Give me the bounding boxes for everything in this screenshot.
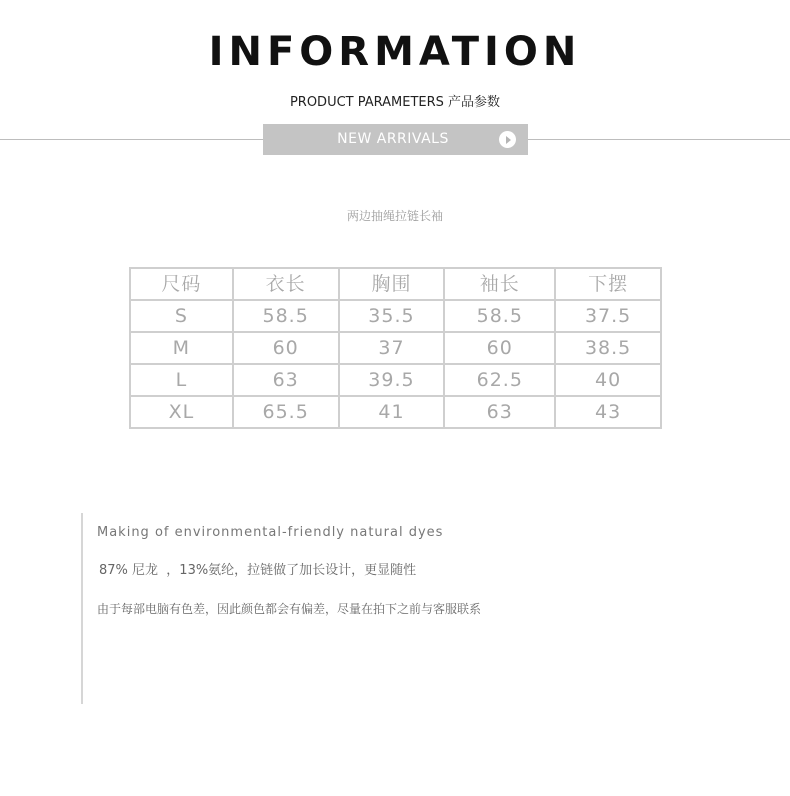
notes-accent-bar	[81, 513, 83, 704]
page-title: INFORMATION	[208, 29, 582, 75]
new-arrivals-banner[interactable]	[263, 124, 528, 155]
table-cell: 41	[339, 396, 445, 428]
table-cell: XL	[130, 396, 233, 428]
table-cell: 43	[555, 396, 661, 428]
banner-label: NEW ARRIVALS	[337, 131, 449, 147]
table-cell: L	[130, 364, 233, 396]
table-cell: 65.5	[233, 396, 339, 428]
table-row	[130, 396, 661, 428]
table-cell: 35.5	[339, 300, 445, 332]
table-cell: 62.5	[444, 364, 555, 396]
table-cell: M	[130, 332, 233, 364]
table-header-row	[130, 268, 661, 300]
table-row	[130, 332, 661, 364]
header-cell: 衣长	[233, 268, 339, 300]
table-cell: 58.5	[233, 300, 339, 332]
header-cell: 袖长	[444, 268, 555, 300]
table-cell: 60	[233, 332, 339, 364]
table-row	[130, 364, 661, 396]
table-cell: S	[130, 300, 233, 332]
table-cell: 60	[444, 332, 555, 364]
table-cell: 40	[555, 364, 661, 396]
notes-line-material: 87% 尼龙 ，13%氨纶，拉链做了加长设计，更显随性	[99, 563, 417, 578]
header-cell: 尺码	[130, 268, 233, 300]
header-cell: 下摆	[555, 268, 661, 300]
table-cell: 38.5	[555, 332, 661, 364]
table-cell: 37	[339, 332, 445, 364]
table-cell: 37.5	[555, 300, 661, 332]
table-cell: 58.5	[444, 300, 555, 332]
table-cell: 63	[233, 364, 339, 396]
table-cell: 39.5	[339, 364, 445, 396]
size-table	[129, 267, 662, 429]
notes-line-dyes: Making of environmental-friendly natural dyes	[97, 525, 444, 540]
page-subtitle: PRODUCT PARAMETERS 产品参数	[289, 95, 501, 110]
table-cell: 63	[444, 396, 555, 428]
play-circle-icon[interactable]	[499, 131, 516, 148]
header-cell: 胸围	[339, 268, 445, 300]
product-caption: 两边抽绳拉链长袖	[346, 209, 443, 223]
table-row	[130, 300, 661, 332]
notes-line-color-disclaimer: 由于每部电脑有色差，因此颜色都会有偏差，尽量在拍下之前与客服联系	[97, 602, 482, 616]
